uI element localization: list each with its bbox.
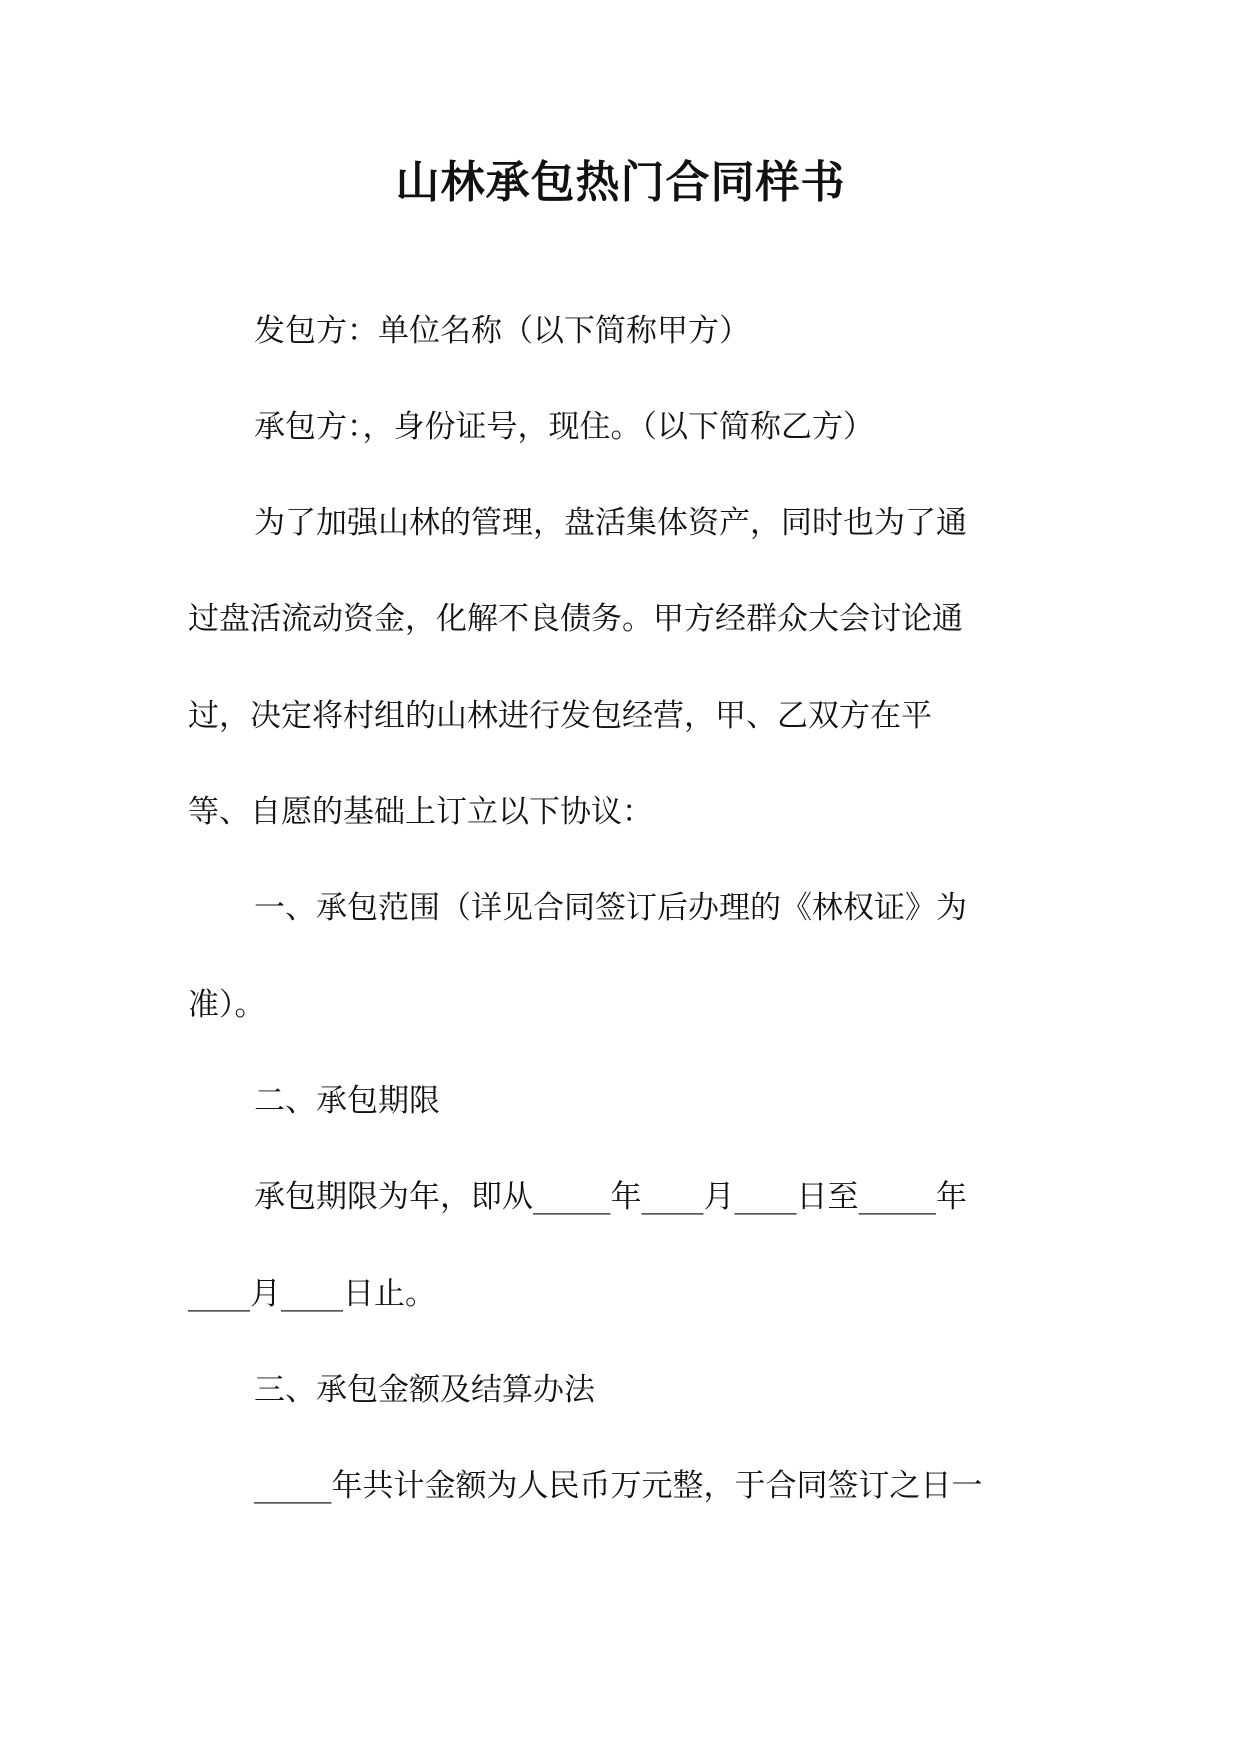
paragraph-line-issuer: 发包方：单位名称（以下简称甲方） <box>254 313 750 349</box>
paragraph-line: 等、自愿的基础上订立以下协议： <box>188 794 653 830</box>
document-title: 山林承包热门合同样书 <box>395 157 846 208</box>
paragraph-line: 为了加强山林的管理，盘活集体资产，同时也为了通 <box>254 505 967 541</box>
paragraph-line: ____月____日止。 <box>188 1276 436 1312</box>
section-heading-payment: 三、承包金额及结算办法 <box>254 1372 595 1408</box>
section-heading-term: 二、承包期限 <box>254 1083 440 1119</box>
paragraph-line-contractor: 承包方：，身份证号，现住。（以下简称乙方） <box>254 409 874 445</box>
paragraph-line: 过，决定将村组的山林进行发包经营，甲、乙双方在平 <box>188 698 932 734</box>
paragraph-line-payment: _____年共计金额为人民币万元整，于合同签订之日一 <box>254 1468 983 1504</box>
paragraph-line-term: 承包期限为年，即从_____年____月____日至_____年 <box>254 1179 967 1215</box>
paragraph-line: 准）。 <box>188 987 266 1023</box>
section-heading-scope: 一、承包范围（详见合同签订后办理的《林权证》为 <box>254 890 967 926</box>
paragraph-line: 过盘活流动资金，化解不良债务。甲方经群众大会讨论通 <box>188 601 963 637</box>
